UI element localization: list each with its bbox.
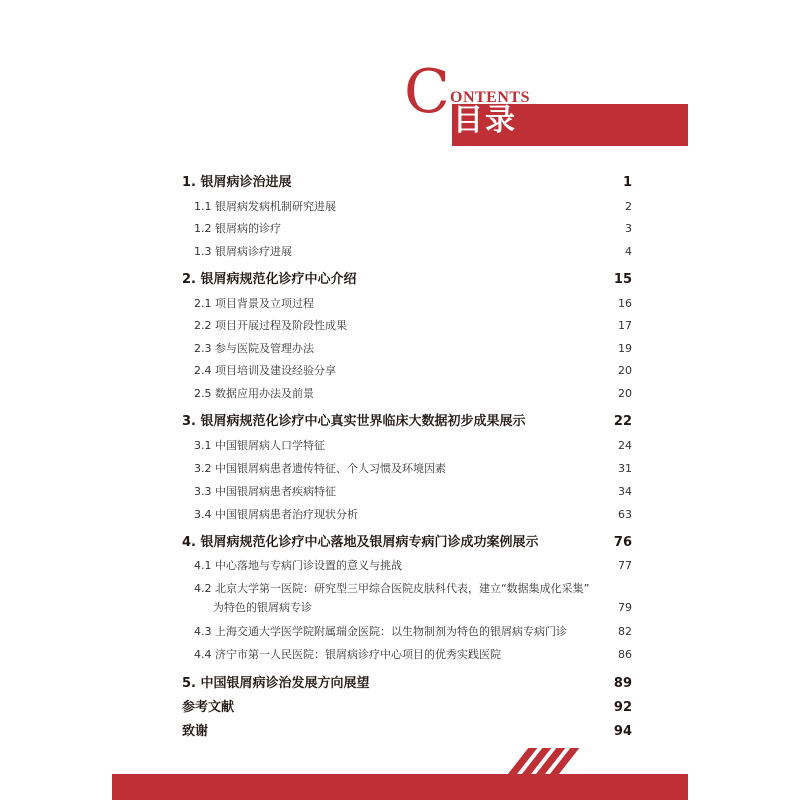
toc-label: 3.1 中国银屑病人口学特征 — [194, 439, 325, 452]
toc-references[interactable] — [182, 701, 632, 714]
toc-page: 20 — [618, 364, 632, 377]
toc-label: 4. 银屑病规范化诊疗中心落地及银屑病专病门诊成功案例展示 — [182, 535, 539, 550]
toc-label: 3. 银屑病规范化诊疗中心真实世界临床大数据初步成果展示 — [182, 414, 526, 429]
toc-page: 19 — [618, 342, 632, 355]
toc-entry-1-1[interactable] — [194, 201, 632, 212]
page-title: 目录 — [453, 103, 517, 138]
toc-page: 16 — [618, 297, 632, 310]
toc-label: 2. 银屑病规范化诊疗中心介绍 — [182, 272, 357, 287]
toc-page: 77 — [618, 559, 632, 572]
toc-entry-2-2[interactable] — [194, 320, 632, 331]
toc-label: 2.4 项目培训及建设经验分享 — [194, 364, 336, 377]
toc-label: 3.3 中国银屑病患者疾病特征 — [194, 485, 336, 498]
toc-entry-3-4[interactable] — [194, 509, 632, 520]
toc-page: 94 — [613, 724, 632, 739]
toc-page: 4 — [625, 245, 632, 258]
header-contents-word: ONTENTS — [450, 89, 530, 106]
toc-entry-3-1[interactable] — [194, 440, 632, 451]
footer-bar — [112, 774, 688, 800]
toc-entry-2-5[interactable] — [194, 388, 632, 399]
toc-page: 2 — [625, 200, 632, 213]
toc-page: 34 — [618, 485, 632, 498]
toc-section-3[interactable] — [182, 415, 632, 428]
toc-label: 2.5 数据应用办法及前景 — [194, 387, 314, 400]
toc-page: 63 — [618, 508, 632, 521]
toc-entry-4-4[interactable] — [194, 649, 632, 660]
toc-page: 15 — [613, 272, 632, 287]
toc-entry-3-2[interactable] — [194, 463, 632, 474]
toc-page: 31 — [618, 462, 632, 475]
toc-label: 1.3 银屑病诊疗进展 — [194, 245, 292, 258]
toc-label: 4.3 上海交通大学医学院附属瑞金医院：以生物制剂为特色的银屑病专病门诊 — [194, 625, 567, 638]
toc-page: 3 — [625, 222, 632, 235]
toc-page: 86 — [618, 648, 632, 661]
toc-entry-1-2[interactable] — [194, 223, 632, 234]
toc-label: 4.2 北京大学第一医院：研究型三甲综合医院皮肤科代表，建立“数据集成化采集” — [194, 582, 590, 595]
toc-entry-4-2[interactable] — [194, 583, 632, 594]
toc-entry-2-4[interactable] — [194, 365, 632, 376]
toc-page: 79 — [618, 601, 632, 614]
toc-entry-2-1[interactable] — [194, 298, 632, 309]
toc-entry-4-3[interactable] — [194, 626, 632, 637]
toc-section-4[interactable] — [182, 536, 632, 549]
toc-label: 4.1 中心落地与专病门诊设置的意义与挑战 — [194, 559, 402, 572]
toc-page: 20 — [618, 387, 632, 400]
toc-section-2[interactable] — [182, 273, 632, 286]
toc-label-continued: 为特色的银屑病专诊 — [213, 601, 312, 614]
toc-entry-3-3[interactable] — [194, 486, 632, 497]
toc-entry-1-3[interactable] — [194, 246, 632, 257]
toc-page: 17 — [618, 319, 632, 332]
toc-entry-4-2-continued[interactable] — [213, 602, 632, 613]
toc-label: 致谢 — [182, 724, 209, 739]
toc-page: 22 — [613, 414, 632, 429]
header-big-letter: C — [404, 57, 450, 127]
toc-page: 82 — [618, 625, 632, 638]
toc-label: 4.4 济宁市第一人民医院：银屑病诊疗中心项目的优秀实践医院 — [194, 648, 501, 661]
toc-label: 3.2 中国银屑病患者遗传特征、个人习惯及环境因素 — [194, 462, 446, 475]
toc-section-1[interactable] — [182, 176, 632, 189]
toc-entry-2-3[interactable] — [194, 343, 632, 354]
toc-label: 2.3 参与医院及管理办法 — [194, 342, 314, 355]
toc-label: 2.2 项目开展过程及阶段性成果 — [194, 319, 347, 332]
toc-label: 1.2 银屑病的诊疗 — [194, 222, 281, 235]
toc-label: 3.4 中国银屑病患者治疗现状分析 — [194, 508, 358, 521]
toc-page: 76 — [613, 535, 632, 550]
toc-label: 1. 银屑病诊治进展 — [182, 175, 292, 190]
toc-section-5[interactable] — [182, 677, 632, 690]
toc-page: 1 — [622, 175, 632, 190]
toc-label: 5. 中国银屑病诊治发展方向展望 — [182, 676, 370, 691]
toc-page: 92 — [613, 700, 632, 715]
toc-label: 2.1 项目背景及立项过程 — [194, 297, 314, 310]
toc-page: 24 — [618, 439, 632, 452]
toc-page: 89 — [613, 676, 632, 691]
toc-entry-4-1[interactable] — [194, 560, 632, 571]
toc-label: 参考文献 — [182, 700, 235, 715]
toc-label: 1.1 银屑病发病机制研究进展 — [194, 200, 336, 213]
toc-acknowledgements[interactable] — [182, 725, 632, 738]
